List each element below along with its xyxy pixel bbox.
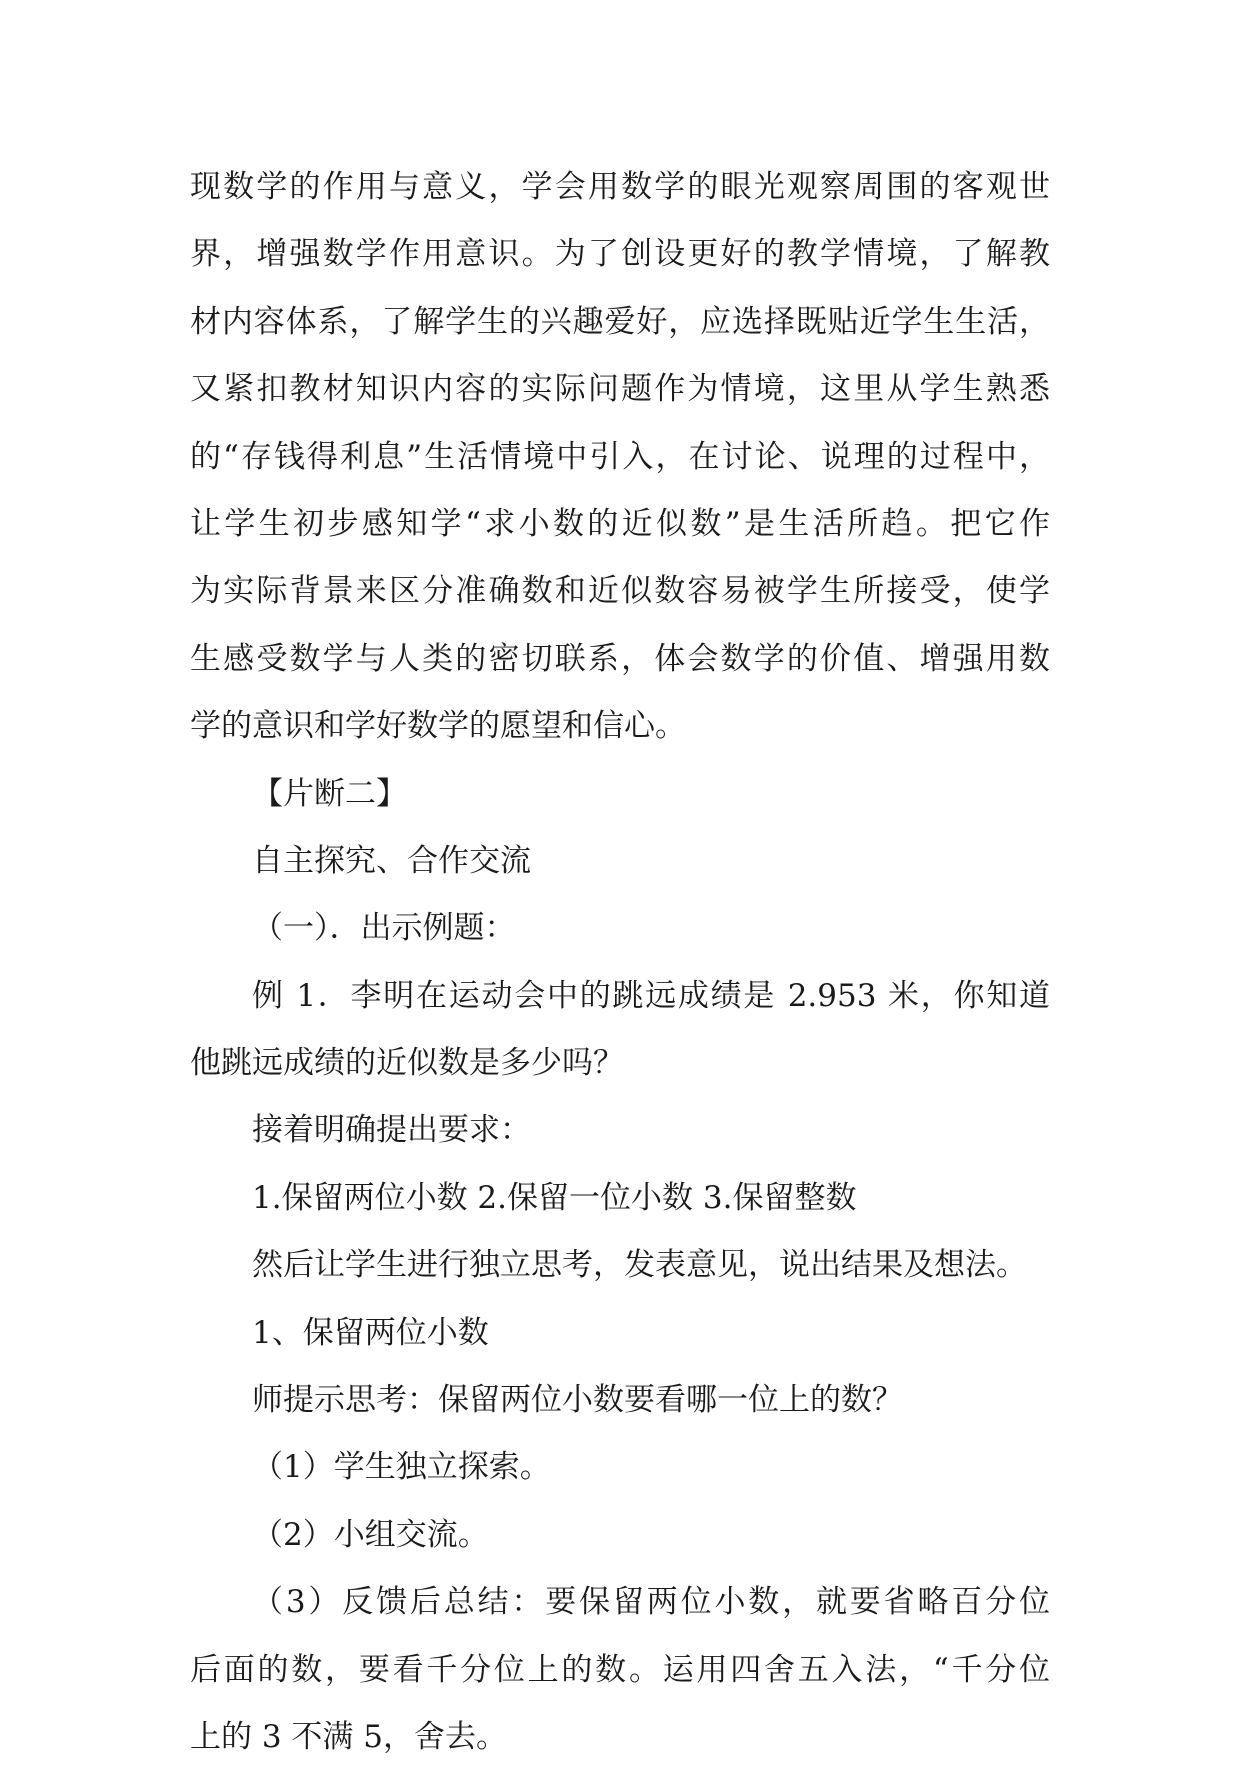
- step-item: （1）学生独立探索。: [252, 1449, 551, 1486]
- step-item: （2）小组交流。: [252, 1516, 489, 1553]
- paragraph-line: 为实际背景来区分准确数和近似数容易被学生所接受，使学: [190, 573, 1050, 610]
- document-page: [190, 154, 1050, 1771]
- requirement-intro: 接着明确提出要求：: [252, 1112, 531, 1149]
- paragraph-line: 材内容体系，了解学生的兴趣爱好，应选择既贴近学生生活，: [190, 303, 1050, 340]
- step-one-label: （一）．出示例题：: [252, 910, 516, 947]
- subheading: 自主探究、合作交流: [252, 842, 531, 879]
- requirements-list: 1.保留两位小数 2.保留一位小数 3.保留整数: [252, 1179, 857, 1216]
- paragraph-line: 又紧扣教材知识内容的实际问题作为情境，这里从学生熟悉: [190, 371, 1050, 408]
- example-line-1: 例 1．李明在运动会中的跳远成绩是 2.953 米，你知道: [252, 977, 1050, 1014]
- paragraph-line: 生感受数学与人类的密切联系，体会数学的价值、增强用数: [190, 640, 1050, 677]
- section-heading: 【片断二】: [252, 775, 407, 812]
- summary-line-3: 上的 3 不满 5，舍去。: [190, 1718, 508, 1755]
- teacher-hint: 师提示思考：保留两位小数要看哪一位上的数？: [252, 1382, 903, 1419]
- paragraph-line: 界，增强数学作用意识。为了创设更好的教学情境，了解教: [190, 236, 1050, 273]
- think-prompt: 然后让学生进行独立思考，发表意见，说出结果及想法。: [252, 1247, 1027, 1284]
- paragraph-line: 学的意识和学好数学的愿望和信心。: [190, 708, 686, 745]
- summary-line-2: 后面的数，要看千分位上的数。运用四舍五入法，“千分位: [190, 1651, 1050, 1688]
- summary-line-1: （3）反馈后总结：要保留两位小数，就要省略百分位: [252, 1584, 1050, 1621]
- example-line-2: 他跳远成绩的近似数是多少吗？: [190, 1045, 624, 1082]
- paragraph-line: 让学生初步感知学“求小数的近似数”是生活所趋。把它作: [190, 505, 1050, 542]
- paragraph-line: 的“存钱得利息”生活情境中引入，在讨论、说理的过程中，: [190, 438, 1050, 475]
- part-one-title: 1、保留两位小数: [252, 1314, 489, 1351]
- paragraph-line: 现数学的作用与意义，学会用数学的眼光观察周围的客观世: [190, 169, 1050, 205]
